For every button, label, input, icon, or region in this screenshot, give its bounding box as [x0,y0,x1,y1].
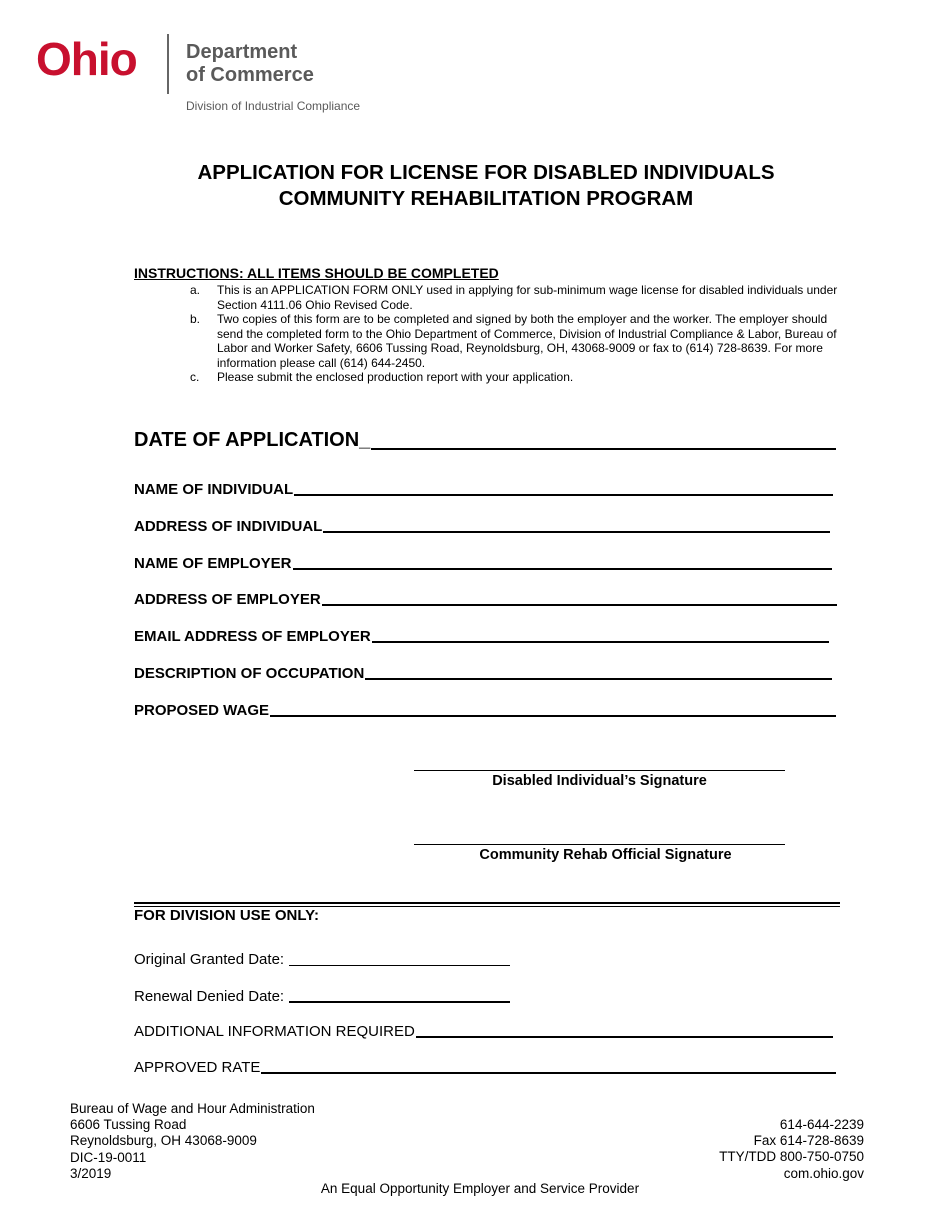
email-of-employer-input[interactable] [372,625,829,643]
email-of-employer-field [134,625,829,645]
footer-bureau: Bureau of Wage and Hour Administration [70,1101,315,1116]
department-line1: Department [186,41,298,63]
footer-fax: Fax 614-728-8639 [753,1133,864,1149]
address-of-individual-field [134,515,830,535]
instructions-list [190,283,840,385]
instruction-label: b. [190,312,201,326]
address-of-employer-field [134,588,837,608]
additional-info-label: ADDITIONAL INFORMATION REQUIRED [134,1023,415,1040]
description-of-occupation-label: DESCRIPTION OF OCCUPATION [134,665,365,682]
proposed-wage-field [134,699,836,719]
instruction-text: Please submit the enclosed production report with your application. [217,370,574,384]
renewal-denied-label: Renewal Denied Date: [134,988,285,1005]
renewal-denied-field [134,985,510,1005]
name-of-individual-label: NAME OF INDIVIDUAL [134,481,294,498]
footer-contact [719,1117,864,1182]
description-of-occupation-input[interactable] [365,662,832,680]
footer-revision: 3/2019 [70,1165,112,1181]
original-granted-field [134,949,510,968]
instruction-label: a. [190,283,201,297]
footer-equal-opportunity: An Equal Opportunity Employer and Service Provider [320,1181,640,1196]
footer-city: Reynoldsburg, OH 43068-9009 [70,1133,257,1149]
official-signature-label: Community Rehab Official Signature [479,847,732,863]
instruction-item [190,312,840,370]
footer-form-id: DIC-19-0011 [70,1149,147,1165]
instruction-text: This is an APPLICATION FORM ONLY used in applying for sub-minimum wage license for disabled individuals under Section 4111.06 Ohio Revised Code. [217,283,838,312]
name-of-individual-field [134,478,833,498]
address-of-individual-input[interactable] [323,515,830,533]
email-of-employer-label: EMAIL ADDRESS OF EMPLOYER [134,628,371,645]
date-of-application-field [134,429,836,452]
description-of-occupation-field [134,662,832,682]
instructions-heading: INSTRUCTIONS: ALL ITEMS SHOULD BE COMPLETED [134,265,499,281]
footer-website[interactable]: com.ohio.gov [783,1165,864,1181]
approved-rate-label: APPROVED RATE [134,1059,261,1076]
name-of-employer-input[interactable] [293,552,832,570]
original-granted-input[interactable] [289,949,510,966]
original-granted-label: Original Granted Date: [134,951,285,968]
department-line2: of Commerce [186,64,314,86]
department-name [186,41,314,87]
logo-divider [167,34,169,94]
footer-tty: TTY/TDD 800-750-0750 [719,1149,864,1165]
proposed-wage-label: PROPOSED WAGE [134,702,270,719]
name-of-employer-field [134,552,832,572]
approved-rate-field [134,1056,836,1076]
individual-signature-label: Disabled Individual’s Signature [492,773,707,789]
division-name: Division of Industrial Compliance [186,99,361,113]
address-of-employer-label: ADDRESS OF EMPLOYER [134,591,321,608]
instruction-item [190,283,840,312]
proposed-wage-input[interactable] [270,699,836,717]
address-of-employer-input[interactable] [322,588,837,606]
name-of-employer-label: NAME OF EMPLOYER [134,555,292,572]
form-title-line1: APPLICATION FOR LICENSE FOR DISABLED INDIVIDUALS [197,161,775,184]
footer-street: 6606 Tussing Road [70,1117,187,1133]
footer-phone: 614-644-2239 [779,1117,864,1132]
ohio-logo: Ohio [36,33,137,85]
date-of-application-label: DATE OF APPLICATION_ [134,429,371,451]
additional-info-field [134,1020,833,1040]
division-rule [134,902,840,904]
instruction-item [190,370,840,385]
instruction-text: Two copies of this form are to be completed and signed by both the employer and the worker. The employer should send the completed form to the Ohio Department of Commerce, Division of Industrial Compliance & Labor, Bureau of Labor and Worker Safety, 6606 Tussing Road, Reynoldsburg, OH, 43068-9009 or fax to (614) 728-8639. For more information please call (614) 644-2450. [217,312,837,370]
address-of-individual-label: ADDRESS OF INDIVIDUAL [134,518,323,535]
date-of-application-input[interactable] [371,432,836,450]
individual-signature-line[interactable] [414,770,785,771]
division-use-heading: FOR DIVISION USE ONLY: [134,907,320,924]
approved-rate-input[interactable] [261,1056,836,1074]
renewal-denied-input[interactable] [289,985,510,1003]
form-title-line2: COMMUNITY REHABILITATION PROGRAM [278,187,694,210]
additional-info-input[interactable] [416,1020,833,1038]
footer-address [70,1101,315,1182]
instruction-label: c. [190,370,200,384]
official-signature-line[interactable] [414,844,785,845]
name-of-individual-input[interactable] [294,478,833,496]
